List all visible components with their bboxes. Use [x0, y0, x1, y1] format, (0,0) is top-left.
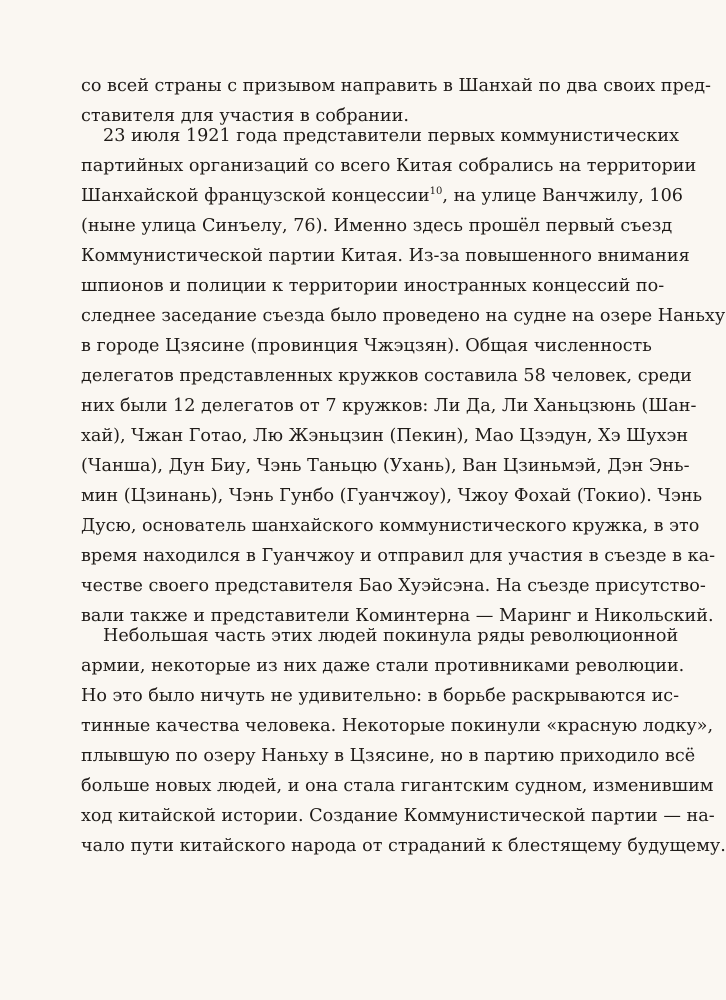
text-line: вали также и представители Коминтерна — Маринг и Никольский. — [81, 606, 714, 626]
text-line: Небольшая часть этих людей покинула ряды революционной — [103, 626, 679, 646]
text-line: плывшую по озеру Наньху в Цзясине, но в партию приходило всё — [81, 746, 696, 766]
text-line: в городе Цзясине (провинция Чжэцзян). Общая численность — [81, 336, 652, 356]
text-line: больше новых людей, и она стала гигантским судном, изменившим — [81, 776, 714, 796]
text-line: 23 июля 1921 года представители первых коммунистических — [103, 126, 680, 146]
text-line: делегатов представленных кружков составила 58 человек, среди — [81, 366, 692, 386]
text-line: Но это было ничуть не удивительно: в борьбе раскрываются ис- — [81, 686, 680, 706]
text-line: (ныне улица Синъелу, 76). Именно здесь прошёл первый съезд — [81, 216, 673, 236]
text-line: Дусю, основатель шанхайского коммунистического кружка, в это — [81, 516, 700, 536]
text-line: ставителя для участия в собрании. — [81, 106, 409, 126]
text-line: хай), Чжан Готао, Лю Жэньцзин (Пекин), Мао Цзэдун, Хэ Шухэн — [81, 426, 689, 446]
text-line: (Чанша), Дун Биу, Чэнь Таньцю (Ухань), Ван Цзиньмэй, Дэн Энь- — [81, 456, 690, 476]
footnote-ref[interactable]: 10 — [429, 186, 443, 198]
text-line: ход китайской истории. Создание Коммунистической партии — на- — [81, 806, 715, 826]
text-line: следнее заседание съезда было проведено на судне на озере Наньху — [81, 306, 726, 326]
text-line: шпионов и полиции к территории иностранных концессий по- — [81, 276, 665, 296]
text-line: Коммунистической партии Китая. Из-за повышенного внимания — [81, 246, 690, 266]
text-line: армии, некоторые из них даже стали противниками революции. — [81, 656, 685, 676]
text-line: них были 12 делегатов от 7 кружков: Ли Да, Ли Ханьцзюнь (Шан- — [81, 396, 697, 416]
text-line: партийных организаций со всего Китая собрались на территории — [81, 156, 697, 176]
text-line: время находился в Гуанчжоу и отправил для участия в съезде в ка- — [81, 546, 716, 566]
text-line — [81, 181, 683, 211]
text-line: мин (Цзинань), Чэнь Гунбо (Гуанчжоу), Чжоу Фохай (Токио). Чэнь — [81, 486, 703, 506]
text-line: чало пути китайского народа от страданий к блестящему будущему. — [81, 836, 726, 856]
text-fragment: , на улице Ванчжилу, 106 — [442, 186, 683, 206]
text-fragment: Шанхайской французской концессии — [81, 186, 430, 206]
text-line: честве своего представителя Бао Хуэйсэна. На съезде присутство- — [81, 576, 706, 596]
text-line: тинные качества человека. Некоторые покинули «красную лодку», — [81, 716, 714, 736]
text-line: со всей страны с призывом направить в Шанхай по два своих пред- — [81, 76, 711, 96]
